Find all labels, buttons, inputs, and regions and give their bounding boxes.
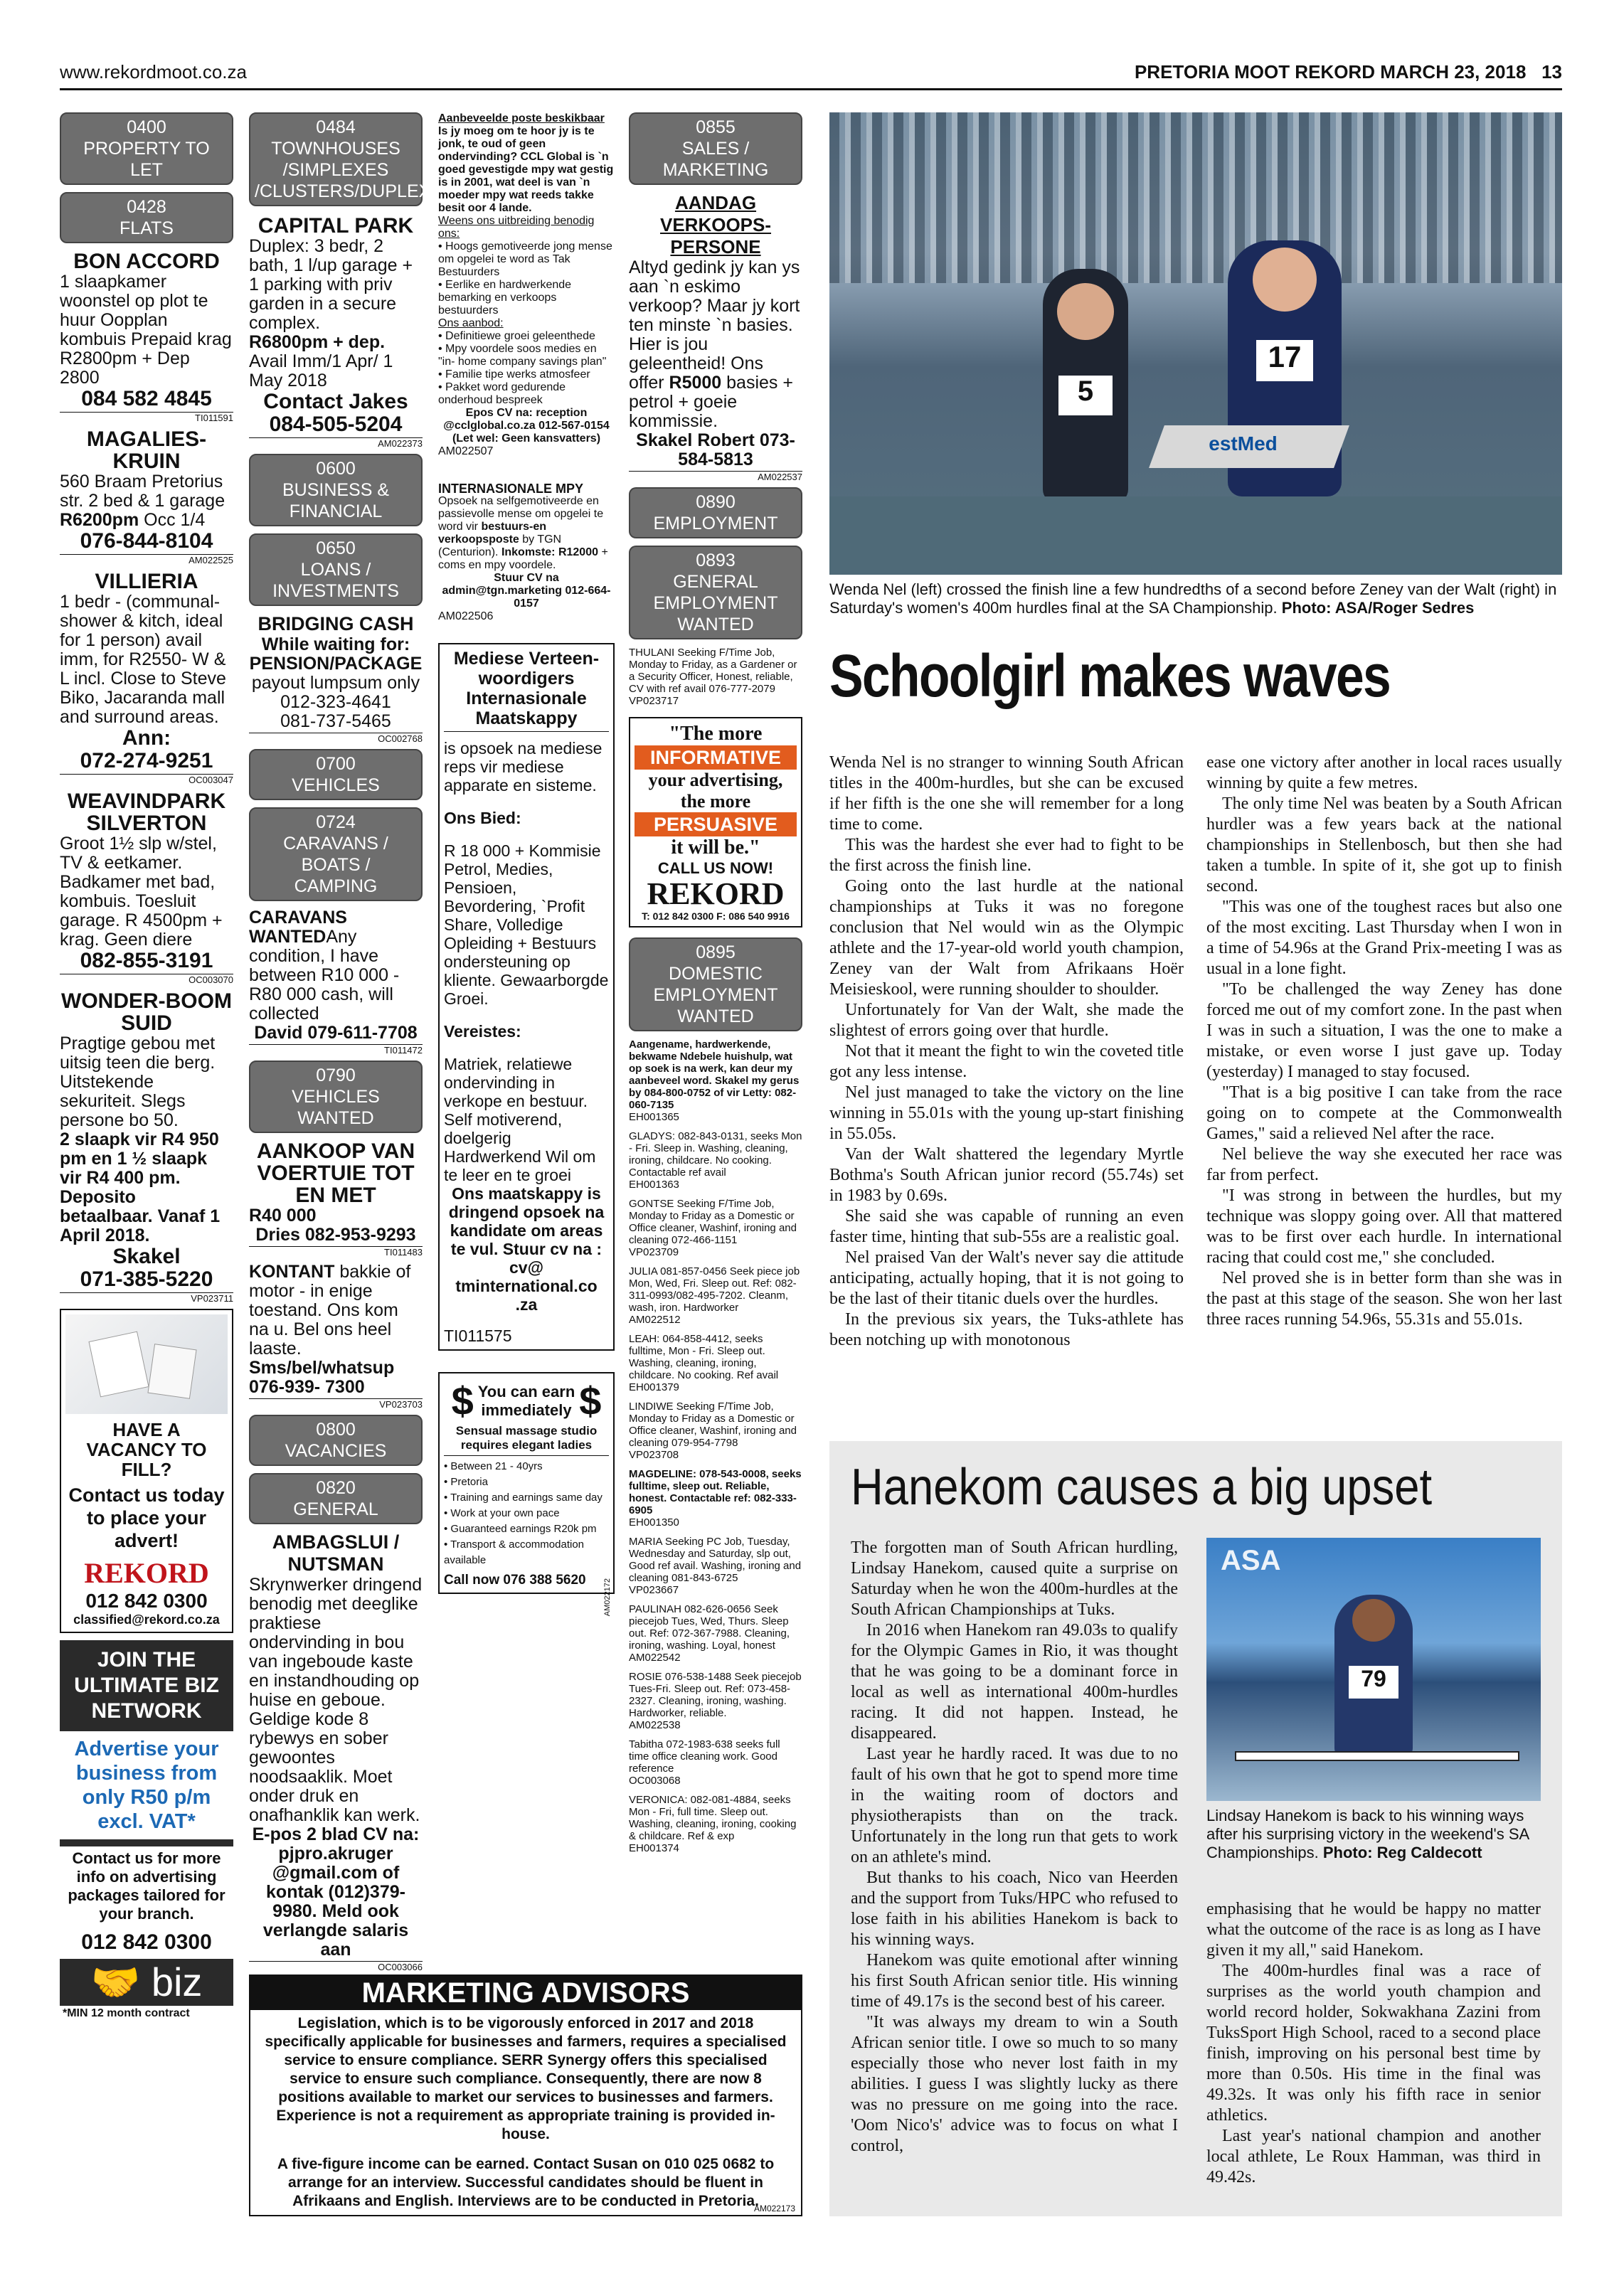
ad-body: Opsoek na selfgemotiveerde en passievolle mense om opgelei te word vir bestuurs-en verkoopsposte by TGN (Centurion). Inkomste: R12000 + coms en mpy voordele. [438, 495, 608, 571]
classified-ad [249, 1140, 423, 1258]
ad-title: WONDER-BOOM SUID [61, 989, 232, 1035]
ad-title: BRIDGING CASH [258, 613, 414, 634]
small-body: MARIA Seeking PC Job, Tuesday, Wednesday and Saturday, slp out, Good ref avail. Washing, ironing and cleaning 081-843-6725 [629, 1536, 802, 1584]
article-paragraph: "That is a big positive I can take from the race going on to compete at the Commonwealth Games," said a relieved Nel after the race. [1206, 1083, 1562, 1143]
ad-code: TI011591 [60, 412, 233, 424]
article-paragraph: Last year he hardly raced. It was due to no fault of his own that he got to spend more time in the waiting room of doctors and physiotherapists than on the track. Unfortunately in the long run that gets to work on an athlete's mind. [851, 1745, 1178, 1866]
vacancy-subheading: Contact us today to place your advert! [68, 1484, 225, 1551]
article-paragraph: "This was one of the toughest races but also one of the most exciting. Last Thursday when I won in a time of 54.96s at the Grand Prix-meeting I was as usual in a lone fight. [1206, 898, 1562, 978]
list-item [629, 1198, 802, 1258]
ad-body: 1 bedr - (communal-shower & kitch, ideal for 1 person) avail imm, for R2550- W & L incl. Close to Steve Biko, Jacaranda mall and surround areas. [60, 592, 226, 727]
small-body: Tabitha 072-1983-638 seeks full time office cleaning work. Good reference [629, 1738, 780, 1775]
article1-photo [829, 112, 1562, 575]
ad-body: 560 Braam Pretorius str. 2 bed & 1 garage R6200pm Occ 1/4 [60, 472, 225, 530]
category-property-to-let: 0400 PROPERTY TO LET [60, 112, 233, 185]
promo-informative: INFORMATIVE [635, 745, 797, 770]
marketing-advisors-ad [249, 1975, 802, 2216]
ad-contact-name: Skakel [112, 1245, 181, 1268]
ad-phone: 012-323-4641 [280, 692, 391, 712]
ad-code: OC003047 [60, 774, 233, 786]
ad-code: TI011483 [249, 1246, 423, 1258]
ad-code: OC003070 [60, 974, 233, 986]
list-item [629, 1130, 802, 1191]
earn-heading: $ You can earn immediately $ [451, 1378, 602, 1423]
article-paragraph: Unfortunately for Van der Walt, she made the slightest of errors going over that hurdle. [829, 1001, 1184, 1040]
ad-list-item: • Mpy voordele soos medies en "in- home company savings plan" [438, 343, 607, 368]
category-caravans-boats: 0724 CARAVANS / BOATS / CAMPING [249, 807, 423, 901]
article1-column-left [829, 753, 1184, 1428]
vacancy-illustration [65, 1314, 228, 1414]
list-item [629, 1333, 802, 1393]
list-item [629, 1536, 802, 1596]
ad-code: AM022173 [753, 2204, 795, 2213]
article-paragraph: Going onto the last hurdle at the national championships at Tuks it was no foregone conclusion that Nel would win as the Olympic athlete and the 17-year-old world youth champion, Zeney van der Walt from Afrikaans Hoër Meisieskool, were running shoulder to shoulder. [829, 877, 1184, 999]
classifieds-column-4 [629, 112, 802, 1976]
list-item [629, 1671, 802, 1731]
article-paragraph: In the previous six years, the Tuks-athlete has been notching up with monotonous [829, 1310, 1184, 1349]
ad-code: AM022525 [60, 554, 233, 566]
ad-phone: 081-737-5465 [280, 711, 391, 731]
small-body: JULIA 081-857-0456 Seek piece job Mon, Wed, Fri. Sleep out. Ref: 082-311-0993/082-495-7202. Cleanm, wash, iron. Hardworker [629, 1265, 800, 1314]
ad-code: OC002768 [249, 733, 423, 745]
ad-body: A five-figure income can be earned. Contact Susan on 010 025 0682 to arrange for an interview. Successful candidates should be fluent in Afrikaans and English. Interviews are to be conducted in Pretoria. [277, 2156, 775, 2209]
article-paragraph: Hanekom was quite emotional after winning his first South African senior title. His winning time of 49.17s is the second best of his career. [851, 1951, 1178, 2011]
ad-code: EH001374 [629, 1842, 679, 1854]
ad-code: AM022506 [438, 610, 494, 622]
article1-column-right [1206, 753, 1562, 1428]
ad-body: Pragtige gebou met uitsig teen die berg. Uitstekende sekuriteit. Slegs persone bo 50. [60, 1033, 216, 1130]
biz-network-promo [60, 1640, 233, 2021]
classified-ad [60, 250, 233, 424]
ad-subtitle: While waiting for: PENSION/PACKAGE [249, 634, 423, 674]
ad-contact: Stuur CV na admin@tgn.marketing 012-664-0157 [442, 572, 611, 610]
promo-quote: "The more [669, 723, 763, 745]
ad-title: AMBAGSLUI / NUTSMAN [272, 1531, 400, 1575]
category-loans-investments: 0650 LOANS / INVESTMENTS [249, 533, 423, 606]
ad-contact: Skakel Robert 073-584-5813 [636, 430, 795, 469]
bib-number: 17 [1256, 340, 1313, 381]
athlete-head [1352, 1599, 1395, 1642]
ad-code: TI011575 [444, 1327, 512, 1345]
ad-price: R6800pm + dep. [249, 332, 386, 352]
article-paragraph: Nel just managed to take the victory on the line winning in 55.01s with the young up-start finishing in 55.05s. [829, 1083, 1184, 1143]
ad-contact: Epos CV na: reception @cclglobal.co.za 012-567-0154 (Let wel: Geen kansvatters) [443, 407, 610, 445]
issue-line: PRETORIA MOOT REKORD MARCH 23, 2018 13 [1134, 61, 1562, 83]
vacancy-email[interactable]: classified@rekord.co.za [73, 1612, 220, 1627]
massage-studio-ad [438, 1372, 615, 1617]
small-body: MAGDELINE: 078-543-0008, seeks fulltime, sleep out. Reliable, honest. Contactable ref: 082-333-6905 [629, 1468, 802, 1516]
classified-ad [60, 990, 233, 1304]
athlete-left [1043, 269, 1128, 504]
article2-photo [1206, 1538, 1541, 1801]
ad-price: R40 000 [249, 1206, 317, 1226]
ad-subtitle: Sensual massage studio requires elegant ladies [455, 1424, 598, 1452]
ad-title: CAPITAL PARK [258, 214, 414, 238]
ad-phone: 076-844-8104 [80, 529, 213, 553]
ad-contact: Ons maatskappy is dringend opsoek na kandidate om areas te vul. Stuur cv na : cv@ tminternational.co .za [448, 1184, 605, 1314]
list-item [629, 1738, 802, 1787]
website-url[interactable]: www.rekordmoot.co.za [60, 61, 247, 83]
ad-code: VP023709 [629, 1246, 679, 1258]
article-paragraph: Last year's national champion and another local athlete, Le Roux Hamman, was third in 49.42s. [1206, 2127, 1541, 2186]
promo-quote: your advertising, the more [648, 770, 783, 812]
ad-code: AM022512 [629, 1314, 681, 1326]
list-item [629, 1401, 802, 1461]
article-paragraph: In 2016 when Hanekom ran 49.03s to qualify for the Olympic Games in Rio, it was thought that he was going to be a dominant force in local as well as international 400m-hurdles racing. It did not happen. Instead, he disappeared. [851, 1621, 1178, 1743]
ad-subheading: Ons Bied: [444, 809, 521, 827]
list-item [629, 1265, 802, 1326]
classified-ad [629, 192, 802, 483]
hurdle-bar [1235, 1751, 1519, 1761]
article-paragraph: "I was strong in between the hurdles, but my technique was sloppy going over. All that mattered was to be first over each hurdle. In international racing that could cost me," she concluded. [1206, 1186, 1562, 1267]
ad-body: Any condition, I have between R10 000 - R80 000 cash, will collected [249, 927, 400, 1024]
ad-code: AM022507 [438, 445, 494, 457]
vacancy-promo [60, 1309, 233, 1633]
biz-logo: 🤝 biz [90, 1960, 203, 2004]
ad-title: AANDAG VERKOOPS-PERSONE [659, 192, 772, 257]
ad-code: VP023703 [249, 1398, 423, 1410]
small-body: GLADYS: 082-843-0131, seeks Mon - Fri. Sleep in. Washing, cleaning, ironing, childcare. No cooking. Contactable ref avail [629, 1130, 802, 1179]
ad-body: Altyd gedink jy kan ys aan `n eskimo verkoop? Maar jy kort ten minste `n basies. Hier is jou geleentheid! Ons offer R5000 basies + petrol + goeie kommissie. [629, 257, 800, 431]
ad-body: Groot 1½ slp w/stel, TV & eetkamer. Badkamer met bad, kombuis. Toesluit garage. R 4500pm + krag. Geen diere [60, 834, 223, 950]
rekord-logo: REKORD [84, 1557, 209, 1589]
ad-title: MARKETING ADVISORS [250, 1976, 801, 2010]
ad-requirements: Matriek, relatiewe ondervinding in verkope en bestuur. Self motiverend, doelgerig Hardwerkend Wil om te leer en te groei [444, 1055, 596, 1184]
ad-contact: Sms/bel/whatsup 076-939- 7300 [249, 1358, 395, 1397]
ad-list-item: • Work at your own pace [444, 1507, 560, 1519]
article-paragraph: The only time Nel was beaten by a South African hurdler was a few years back at the national championships in Stellenbosch, but then she had taken a tumble. In spite of it, she got up to finish second. [1206, 794, 1562, 895]
ad-body: bakkie of motor - in enige toestand. Ons kom na u. Bel ons heel laaste. [249, 1262, 411, 1359]
small-body: ROSIE 076-538-1488 Seek piecejob Tues-Fri. Sleep out. Ref: 073-458-2327. Cleaning, ironing, washing. Hardworker, reliable. [629, 1671, 802, 1719]
page-number: 13 [1541, 61, 1562, 83]
small-body: THULANI Seeking F/Time Job, Monday to Friday, as a Gardener or a Security Officer, Honest, reliable, CV with ref avail 076-777-2079 [629, 647, 797, 695]
article-paragraph: Wenda Nel is no stranger to winning South African titles in the 400m-hurdles, but she can be excused if her fifth is the one she will remember for a long time to come. [829, 753, 1184, 834]
dollar-icon: $ [579, 1378, 602, 1423]
ad-code: AM022537 [629, 471, 802, 483]
list-item [629, 1603, 802, 1664]
photo-credit: Photo: ASA/Roger Sedres [1281, 599, 1475, 617]
ad-code: EH001365 [629, 1111, 679, 1123]
ad-availability: Avail Imm/1 Apr/ 1 May 2018 [249, 351, 393, 390]
biz-footnote: *MIN 12 month contract [60, 2006, 233, 2021]
article2-column-left [851, 1538, 1178, 2206]
paper-icon [147, 1344, 196, 1399]
athlete-head [1253, 248, 1317, 312]
ad-subheading: Ons aanbod: [438, 317, 504, 329]
category-domestic-employment-wanted: 0895 DOMESTIC EMPLOYMENT WANTED [629, 937, 802, 1031]
handshake-icon: 🤝 [90, 1960, 141, 2004]
ad-title: BON ACCORD [73, 250, 220, 273]
ad-code: VP023708 [629, 1449, 679, 1461]
ad-code: AM022538 [629, 1719, 681, 1731]
ad-body: Duplex: 3 bedr, 2 bath, 1 l/up garage + 1 parking with priv garden in a secure complex. [249, 236, 413, 333]
ad-code: EH001350 [629, 1516, 679, 1529]
biz-contact-info: Contact us for more info on advertising packages tailored for your branch. [60, 1846, 233, 1926]
ad-phone: 072-274-9251 [80, 749, 213, 772]
article-paragraph: But thanks to his coach, Nico van Heerden and the support from Tuks/HPC who refused to lose faith in his abilities Hanekom is back to his winning ways. [851, 1869, 1178, 1949]
photo-credit: Photo: Reg Caldecott [1322, 1844, 1482, 1861]
photo-sponsor: ASA [1221, 1545, 1281, 1576]
ad-code: VP023667 [629, 1584, 679, 1596]
ad-contact: E-pos 2 blad CV na: pjpro.akruger @gmail.com of kontak (012)379-9980. Meld ook verlangde salaris aan [252, 1824, 420, 1960]
ad-code: OC003068 [629, 1775, 681, 1787]
category-sales-marketing: 0855 SALES / MARKETING [629, 112, 802, 185]
classified-small [629, 647, 802, 707]
ad-subheading: Weens ons uitbreiding benodig ons: [438, 215, 595, 240]
header-rule [60, 88, 1562, 90]
category-vehicles-wanted: 0790 VEHICLES WANTED [249, 1061, 423, 1133]
article-paragraph: She said she was capable of running an even faster time, hinting that sub-55s are a realistic goal. [829, 1207, 1184, 1246]
small-body: LEAH: 064-858-4412, seeks fulltime, Mon - Fri. Sleep out. Washing, cleaning, ironing, childcare. No cooking. Ref avail [629, 1333, 779, 1381]
ad-list-item: • Hoogs gemotiveerde jong mense om opgelei te word as Tak Bestuurders [438, 240, 612, 278]
ad-title: MAGALIES-KRUIN [86, 427, 207, 473]
promo-call: CALL US NOW! [657, 859, 774, 877]
divider [444, 731, 609, 732]
list-item [629, 1038, 802, 1123]
small-body: VERONICA: 082-081-4884, seeks Mon - Fri, full time. Sleep out. Washing, cleaning, ironing, cooking & childcare. Ref & exp [629, 1794, 797, 1842]
small-body: LINDIWE Seeking F/Time Job, Monday to Friday as a Domestic or Office cleaner, Washinf, ironing and cleaning 079-954-7798 [629, 1401, 797, 1449]
ad-list-item: • Pretoria [444, 1476, 488, 1488]
article-paragraph: The forgotten man of South African hurdling, Lindsay Hanekom, caused quite a surprise on Saturday when he won the 400m-hurdles at the South African Championships at Tuks. [851, 1538, 1178, 1619]
domestic-listings [629, 1038, 802, 1854]
article-paragraph: Not that it meant the fight to win the coveted title got any less intense. [829, 1042, 1184, 1081]
classified-ad [249, 1531, 423, 1973]
classifieds-column-1 [60, 112, 233, 2218]
ad-list-item: • Pakket word gedurende onderhoud bespreek [438, 381, 566, 406]
athlete [1334, 1595, 1413, 1758]
category-townhouses: 0484 TOWNHOUSES /SIMPLEXES /CLUSTERS/DUPLEXES [249, 112, 423, 206]
ad-code: AM022172 [603, 1578, 612, 1617]
biz-phone: 012 842 0300 [60, 1926, 233, 1959]
ad-subheading: Vereistes: [444, 1022, 521, 1041]
ad-title: Aanbeveelde poste beskikbaar [438, 112, 605, 124]
small-body: PAULINAH 082-626-0656 Seek piecejob Tues, Wed, Thurs. Sleep out. Ref: 072-367-7988. Cleaning, ironing, washing. Loyal, honest [629, 1603, 790, 1652]
rekord-logo: REKORD [647, 876, 785, 911]
ad-contact-name: Ann: [122, 726, 171, 750]
classified-ad [249, 215, 423, 450]
category-vehicles: 0700 VEHICLES [249, 749, 423, 800]
medical-reps-ad [438, 643, 615, 1351]
ad-body-bold: 2 slaapk vir R4 950 pm en 1 ½ slaapk vir R4 400 pm. Deposito betaalbaar. Vanaf 1 April 2018. [60, 1130, 221, 1245]
article-paragraph: Van der Walt shattered the legendary Myrtle Bothma's South African junior record (55.74s) set in 1983 by 0.69s. [829, 1145, 1184, 1205]
article-paragraph: This was the hardest she ever had to fight to be the first across the finish line. [829, 836, 1184, 875]
classified-ad [249, 1263, 423, 1410]
vacancy-phone: 012 842 0300 [85, 1590, 208, 1612]
bib-number: 5 [1058, 376, 1113, 415]
ad-body: Skrynwerker dringend benodig met deeglike praktiese ondervinding in bou van ingeboude kaste en instandhouding op huise en geboue. Geldige kode 8 rybewys en sober gewoontes noodsaaklik. Moet onder druk en onafhanklik kan werk. [249, 1575, 423, 1825]
article2-column-right [1206, 1899, 1541, 2205]
biz-offer: Advertise your business from only R50 p/m excl. VAT* [60, 1731, 233, 1839]
classified-ad [249, 613, 423, 745]
category-flats: 0428 FLATS [60, 192, 233, 243]
ad-code: VP023711 [60, 1292, 233, 1304]
bib-number: 79 [1349, 1666, 1398, 1699]
ad-list-item: • Eerlike en hardwerkende bemarking en verkoops bestuurders [438, 279, 572, 317]
dollar-icon: $ [451, 1378, 474, 1423]
crowd-background [829, 112, 1562, 283]
classified-ad [60, 790, 233, 986]
photo-caption: Wenda Nel (left) crossed the finish line a few hundredths of a second before Zeney van der Walt (right) in Saturday's women's 400m hurdles final at the SA Championship. Photo: ASA/Roger Sedres [829, 580, 1557, 617]
ad-title: INTERNASIONALE MPY [438, 482, 584, 496]
category-vacancies: 0800 VACANCIES [249, 1415, 423, 1466]
ad-body: Legislation, which is to be vigorously enforced in 2017 and 2018 specifically applicable for businesses and farmers, requires a specialised service to ensure compliance. SERR Synergy offers this specialised service to ensure such compliance. Consequently, there are now 8 positions available to market our services to businesses and farmers. Experience is not a requirement as appropriate training is provided in-house. [265, 2015, 787, 2142]
article-paragraph: ease one victory after another in local races usually winning by quite a few metres. [1206, 753, 1562, 792]
article-paragraph: Nel believe the way she executed her race was far from perfect. [1206, 1145, 1562, 1184]
classified-ad [60, 570, 233, 786]
small-body: GONTSE Seeking F/Time Job, Monday to Friday as a Domestic or Office cleaner, Washinf, ironing and cleaning 072-466-1151 [629, 1198, 797, 1246]
vacancy-heading: HAVE A VACANCY TO FILL? [86, 1419, 207, 1480]
ad-body: 1 slaapkamer woonstel op plot te huur Oopplan kombuis Prepaid krag R2800pm + Dep 2800 [60, 272, 232, 388]
ad-title: WEAVINDPARK SILVERTON [67, 790, 226, 835]
ad-title: Mediese Verteen-woordigers Internasionale Maatskappy [453, 649, 600, 728]
ad-list [444, 1459, 609, 1568]
ad-offer: R 18 000 + Kommisie Petrol, Medies, Pensioen, Bevordering, `Profit Share, Volledige Opleiding + Bestuurs ondersteuning op kliente. Gewaarborgde Groei. [444, 841, 609, 1008]
article-paragraph: Nel praised Van der Walt's never say die attitude anticipating, actually hoping, that it is not going to be the last of their titanic duels over the hurdles. [829, 1248, 1184, 1308]
paper-icon [88, 1332, 149, 1398]
classified-ad [249, 908, 423, 1056]
ad-code: AM022373 [249, 437, 423, 450]
ad-code: EH001363 [629, 1179, 679, 1191]
category-general-employment-wanted: 0893 GENERAL EMPLOYMENT WANTED [629, 546, 802, 639]
ad-code: VP023717 [629, 695, 679, 707]
ad-code: OC003066 [249, 1961, 423, 1973]
article-paragraph: emphasising that he would be happy no matter what the outcome of the race is as long as I have given it my all," said Hanekom. [1206, 1900, 1541, 1960]
article2-headline: Hanekom causes a big upset [851, 1459, 1433, 1516]
ad-code: TI011472 [249, 1044, 423, 1056]
photo-caption: Lindsay Hanekom is back to his winning ways after his surprising victory in the weekend's SA Championships. Photo: Reg Caldecott [1206, 1807, 1529, 1861]
ad-list-item: • Guaranteed earnings R20k pm [444, 1523, 597, 1535]
ad-phone: 082-855-3191 [80, 949, 213, 972]
classified-ad [438, 112, 615, 458]
article-paragraph: Nel proved she is in better form than she was in the past at this stage of the season. She won her last three races running 54.96s, 55.31s and 55.01s. [1206, 1269, 1562, 1329]
ad-list-item: • Definitiewe groei geleenthede [438, 330, 595, 342]
ad-title: AANKOOP VAN VOERTUIE TOT EN MET [256, 1139, 415, 1207]
ad-list-item: • Between 21 - 40yrs [444, 1460, 543, 1472]
athlete-head [1057, 283, 1114, 340]
ad-title: KONTANT [249, 1262, 335, 1282]
article-paragraph: "It was always my dream to win a South African senior title. I owe so much to so many especially those who never lost faith in my abilities. I guess I was slightly lucky as there was no pressure on me going into the race. 'Oom Nico's' advice was to focus on what I control, [851, 2013, 1178, 2155]
track [829, 496, 1562, 575]
ad-contact: David 079-611-7708 [254, 1023, 418, 1043]
category-business-financial: 0600 BUSINESS & FINANCIAL [249, 454, 423, 526]
ad-body: payout lumpsum only [251, 673, 420, 693]
ad-call: Call now 076 388 5620 [444, 1573, 586, 1588]
rekord-promo [629, 717, 802, 928]
finish-board: estMed [1149, 425, 1349, 468]
article1-headline: Schoolgirl makes waves [829, 642, 1391, 709]
classified-ad [60, 428, 233, 566]
promo-tel: T: 012 842 0300 F: 086 540 9916 [642, 910, 790, 922]
list-item [629, 1794, 802, 1854]
article-paragraph: "To be challenged the way Zeney has done forced me out of my comfort zone. In the past when I was in such a situation, I was the one to make a mistake, or even worse I just gave up. Today (yesterday) I managed to stay focused. [1206, 980, 1562, 1081]
category-employment: 0890 EMPLOYMENT [629, 487, 802, 538]
ad-contact-name: Contact Jakes [263, 390, 408, 413]
biz-heading: JOIN THE ULTIMATE BIZ NETWORK [74, 1648, 219, 1723]
classifieds-column-2 [249, 112, 455, 1976]
ad-code: EH001379 [629, 1381, 679, 1393]
ad-body: is opsoek na mediese reps vir mediese apparate en sisteme. [444, 739, 603, 794]
ad-title: CARAVANS WANTED [249, 908, 347, 947]
article-paragraph: The 400m-hurdles final was a race of surprises as the world youth champion and world record holder, Sokwakhana Zazini from TuksSport High School, raced to a second place finish, improving on his personal best time by more than 0.50s. His time in the final was 49.32s. It was only his fifth race in senior athletics. [1206, 1962, 1541, 2125]
ad-contact: Dries 082-953-9293 [255, 1225, 416, 1245]
list-item [629, 1468, 802, 1529]
ad-phone: 084-505-5204 [269, 413, 403, 436]
ad-list-item: • Familie tipe werks atmosfeer [438, 368, 590, 381]
ad-title: VILLIERIA [95, 570, 198, 593]
promo-persuasive: PERSUASIVE [635, 812, 797, 836]
classifieds-column-3 [438, 112, 615, 1976]
category-general: 0820 GENERAL [249, 1473, 423, 1524]
divider [444, 1455, 609, 1456]
ad-code: AM022542 [629, 1652, 681, 1664]
ad-phone: 071-385-5220 [80, 1267, 213, 1291]
promo-quote: it will be." [671, 836, 760, 859]
ad-list-item: • Transport & accommodation available [444, 1538, 585, 1566]
ad-list-item: • Training and earnings same day [444, 1492, 603, 1504]
ad-phone: 084 582 4845 [81, 387, 212, 410]
ad-body-bold: Is jy moeg om te hoor jy is te jonk, te oud of geen ondervinding? CCL Global is `n goed gevestigde mpy wat gestig is in 2001, wat deel is van `n moeder mpy wat reeds takke besit oor 4 lande. [438, 125, 614, 214]
small-body: Aangename, hardwerkende, bekwame Ndebele huishulp, wat op soek is na werk, kan deur my aanbeveel word. Skakel my gerus by 084-800-0752 of vir Letty: 082-060-7135 [629, 1038, 800, 1111]
classified-ad [438, 482, 615, 623]
